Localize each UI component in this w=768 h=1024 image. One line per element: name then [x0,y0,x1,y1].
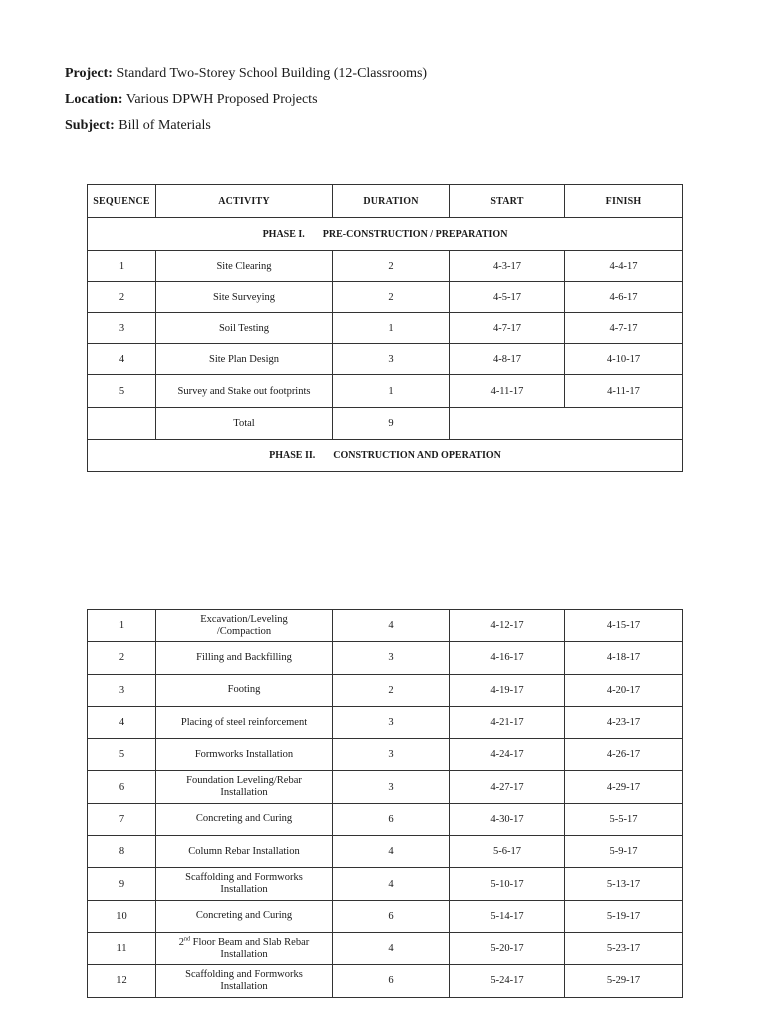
activity-ordinal-suffix: nd [183,936,190,943]
phase-2-rows [88,610,683,998]
cell-start: 4-8-17 [450,344,565,375]
cell-finish: 5-23-17 [565,932,683,964]
cell-start: 4-11-17 [450,375,565,408]
cell-start: 4-19-17 [450,674,565,706]
location-value: Various DPWH Proposed Projects [125,92,318,107]
activity-line: Formworks Installation [194,748,294,760]
cell-finish: 4-7-17 [565,313,683,344]
cell-finish: 4-18-17 [565,642,683,674]
activity-line: Installation [220,980,268,992]
cell-finish: 4-29-17 [565,771,683,803]
col-header-start: START [450,185,565,218]
cell-seq: 3 [88,674,156,706]
cell-duration: 1 [333,375,450,408]
schedule-table-phase-2 [87,609,683,998]
cell-finish: 5-19-17 [565,900,683,932]
phase-2-number: PHASE II. [269,450,316,461]
cell-seq: 10 [88,900,156,932]
cell-start: 4-30-17 [450,803,565,835]
activity-text: Floor Beam and Slab Rebar [192,936,310,948]
cell-start: 4-3-17 [450,251,565,282]
cell-activity [156,674,333,706]
cell-seq: 4 [88,344,156,375]
schedule-table-phase-1 [87,184,683,472]
location-line [65,91,318,109]
table-row [88,771,683,803]
col-header-sequence: SEQUENCE [88,185,156,218]
cell-start: 5-6-17 [450,836,565,868]
cell-duration: 2 [333,251,450,282]
cell-start: 4-24-17 [450,739,565,771]
activity-line: Column Rebar Installation [188,845,300,857]
cell-duration: 6 [333,900,450,932]
cell-activity [156,932,333,964]
cell-start: 4-7-17 [450,313,565,344]
table-row [88,610,683,642]
cell-seq: 5 [88,375,156,408]
cell-activity: Soil Testing [156,313,333,344]
cell-seq: 12 [88,965,156,997]
cell-duration: 2 [333,674,450,706]
project-line [65,65,427,83]
cell-duration: 4 [333,610,450,642]
activity-line: Footing [227,684,261,696]
cell-duration: 2 [333,282,450,313]
cell-start: 4-5-17 [450,282,565,313]
activity-line: Installation [220,787,268,799]
cell-start: 5-20-17 [450,932,565,964]
activity-line [160,937,328,949]
cell-start: 5-24-17 [450,965,565,997]
cell-start: 4-16-17 [450,642,565,674]
cell-activity [156,965,333,997]
phase-1-heading [88,218,683,251]
location-label: Location: [65,92,123,107]
cell-finish: 5-9-17 [565,836,683,868]
table-row [88,251,683,282]
table-header-row [88,185,683,218]
cell-seq: 4 [88,706,156,738]
phase-1-title: PRE-CONSTRUCTION / PREPARATION [322,228,508,240]
activity-line: Concreting and Curing [195,813,293,825]
cell-seq-empty [88,408,156,440]
total-label: Total [156,408,333,440]
cell-start: 5-14-17 [450,900,565,932]
cell-finish: 5-5-17 [565,803,683,835]
table-row [88,706,683,738]
table-row [88,965,683,997]
phase-row [88,440,683,472]
activity-line: Concreting and Curing [195,910,293,922]
activity-line: Placing of steel reinforcement [180,716,308,728]
cell-finish: 4-11-17 [565,375,683,408]
cell-duration: 4 [333,932,450,964]
cell-finish: 4-15-17 [565,610,683,642]
table-row [88,642,683,674]
cell-finish: 4-6-17 [565,282,683,313]
cell-finish: 4-10-17 [565,344,683,375]
activity-line: Installation [220,948,268,960]
cell-finish: 4-26-17 [565,739,683,771]
cell-start: 5-10-17 [450,868,565,900]
cell-seq: 9 [88,868,156,900]
cell-finish: 4-4-17 [565,251,683,282]
table-row [88,932,683,964]
total-empty [450,408,683,440]
table-row [88,282,683,313]
cell-duration: 3 [333,642,450,674]
cell-seq: 1 [88,251,156,282]
cell-seq: 1 [88,610,156,642]
activity-ordinal-number: 2 [178,936,184,948]
cell-activity: Site Clearing [156,251,333,282]
cell-seq: 5 [88,739,156,771]
cell-finish: 4-20-17 [565,674,683,706]
col-header-duration: DURATION [333,185,450,218]
cell-finish: 5-29-17 [565,965,683,997]
cell-duration: 4 [333,868,450,900]
phase-row [88,218,683,251]
total-duration: 9 [333,408,450,440]
cell-duration: 3 [333,344,450,375]
table-row [88,344,683,375]
cell-start: 4-21-17 [450,706,565,738]
total-row [88,408,683,440]
cell-seq: 3 [88,313,156,344]
cell-seq: 7 [88,803,156,835]
cell-activity: Site Surveying [156,282,333,313]
phase-2-heading [88,440,683,472]
project-label: Project: [65,66,113,81]
cell-activity [156,803,333,835]
table-row [88,313,683,344]
cell-activity [156,900,333,932]
activity-line: Filling and Backfilling [196,651,292,663]
cell-seq: 2 [88,642,156,674]
activity-line: Foundation Leveling/Rebar [186,775,302,787]
cell-activity [156,642,333,674]
table-row [88,674,683,706]
cell-duration: 1 [333,313,450,344]
activity-line: /Compaction [216,625,272,637]
table-row [88,375,683,408]
cell-duration: 6 [333,965,450,997]
col-header-activity: ACTIVITY [156,185,333,218]
col-header-finish: FINISH [565,185,683,218]
table-row [88,803,683,835]
table-row [88,739,683,771]
cell-activity [156,771,333,803]
activity-line: Excavation/Leveling [200,613,288,625]
subject-line [65,117,211,135]
activity-line: Scaffolding and Formworks [185,968,303,980]
cell-start: 4-27-17 [450,771,565,803]
table-row [88,836,683,868]
table-row [88,900,683,932]
cell-activity [156,868,333,900]
cell-seq: 2 [88,282,156,313]
cell-finish: 5-13-17 [565,868,683,900]
cell-activity [156,836,333,868]
cell-duration: 3 [333,771,450,803]
activity-line: Scaffolding and Formworks [185,872,303,884]
subject-label: Subject: [65,118,115,133]
cell-seq: 8 [88,836,156,868]
cell-activity [156,739,333,771]
phase-2-title: CONSTRUCTION AND OPERATION [333,450,501,461]
subject-value: Bill of Materials [118,118,211,133]
cell-duration: 6 [333,803,450,835]
cell-duration: 3 [333,706,450,738]
project-value: Standard Two-Storey School Building (12-Classrooms) [116,66,428,81]
cell-activity [156,610,333,642]
cell-activity [156,706,333,738]
activity-line: Installation [220,884,268,896]
cell-duration: 3 [333,739,450,771]
cell-seq: 11 [88,932,156,964]
table-row [88,868,683,900]
phase-1-number: PHASE I. [262,228,305,240]
cell-seq: 6 [88,771,156,803]
cell-activity: Site Plan Design [156,344,333,375]
cell-finish: 4-23-17 [565,706,683,738]
cell-start: 4-12-17 [450,610,565,642]
cell-duration: 4 [333,836,450,868]
cell-activity: Survey and Stake out footprints [156,375,333,408]
